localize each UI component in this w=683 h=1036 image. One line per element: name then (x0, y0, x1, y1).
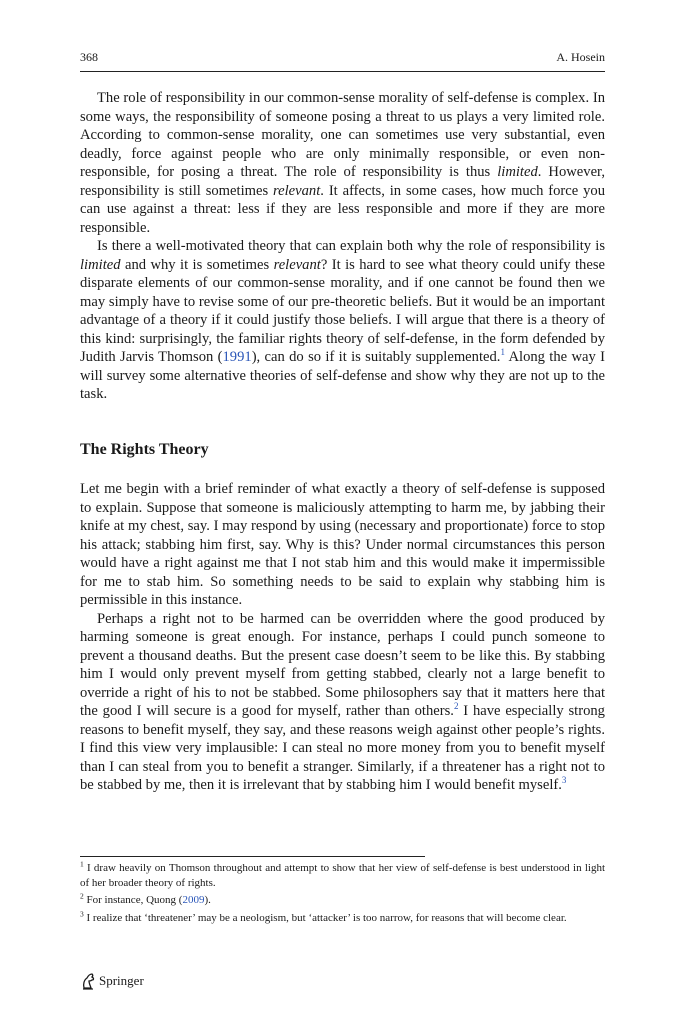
footnote-2: $^2$ For instance, Quong (2009). (80, 891, 211, 906)
section-paragraph-1: Let me begin with a brief reminder of what exactly a theory of self-defense is supposed to explain. Suppose that someone is maliciously attempting to harm me, by jabbing their knife at my chest, say. I may respond by using (necessary and proportionate) force to stop his attack; stabbing him first, say. Why is this? Under normal circumstances this person would have a right against me that I not stab him and this would make it impermissible for me to stab him. So something needs to be said to explain why stabbing him is permissible in this instance. (80, 481, 605, 608)
footnote-3: $^3$ I realize that ‘threatener’ may be a neologism, but ‘attacker’ is too narrow, for reasons that will become clear. (80, 908, 567, 924)
footnotes (80, 861, 605, 928)
footnote-ref-3[interactable]: 3 (561, 775, 567, 786)
section-paragraph-2: Perhaps a right not to be harmed can be overridden where the good produced by harming someone is great enough. For instance, perhaps I could punch someone to prevent a thousand deaths. But the present case doesn’t seem to be like this. By stabbing him I would only prevent myself from getting stabbed, clearly not a large benefit to override a right of his to not be stabbed. Some philosophers say that it matters here that the good I will secure is a good for myself, rather than others.$^2$ I have especially strong reasons to benefit myself, they say, and these reasons weigh against other people’s rights. I find this view very implausible: I can steal no more money from you to benefit myself than I can steal from you to benefit a stranger. Similarly, if a threatener has a right not to be stabbed by me, then it is irrelevant that by stabbing him I would benefit myself.$^3$ (80, 610, 605, 793)
intro-text (80, 89, 605, 404)
footnote-1: $^1$ I draw heavily on Thomson throughout and attempt to show that her view of self-defense is best understood in light of her broader theory of rights. (80, 859, 606, 889)
intro-paragraph-2: Is there a well-motivated theory that can explain both why the role of responsibility is limited and why it is sometimes relevant? It is hard to see what theory could unify these disparate elements of our common-sense morality, and if one cannot be found then we may simply have to revise some of our pre-theoretic beliefs. But it would be an important advantage of a theory if it could justify those beliefs. I will argue that there is a theory of this kind: surprisingly, the familiar rights theory of self-defense, in the form defended by Judith Jarvis Thomson (1991), can do so if it is suitably supplemented.$^1$ Along the way I will survey some alternative theories of self-defense and show why they are not up to the task. (80, 238, 605, 402)
footnote-ref-2[interactable]: 2 (453, 701, 459, 712)
citation-link-quong-2009[interactable]: 2009 (182, 894, 205, 906)
footnote-divider (80, 856, 425, 857)
running-author: A. Hosein (556, 50, 605, 64)
page-number: 368 (80, 50, 98, 64)
section-text (80, 480, 605, 795)
running-header (80, 50, 605, 72)
publisher-footer (80, 972, 144, 990)
section-heading: The Rights Theory (80, 441, 209, 458)
footnote-ref-1[interactable]: 1 (500, 347, 505, 358)
publisher-name: Springer (99, 973, 144, 988)
intro-paragraph-1: The role of responsibility in our common-sense morality of self-defense is complex. In some ways, the responsibility of someone posing a threat to us plays a very limited role. According to common-sense morality, one can sometimes use very substantial, even deadly, force against people who are only minimally responsible, or even non-responsible, for posing a threat. The role of responsibility is thus limited. However, responsibility is still sometimes relevant. It affects, in some cases, how much force you can use against a threat: less if they are less responsible and more if they are more responsible. (80, 90, 606, 236)
springer-horse-icon (80, 972, 96, 990)
citation-link-thomson-1991[interactable]: 1991 (222, 349, 252, 365)
